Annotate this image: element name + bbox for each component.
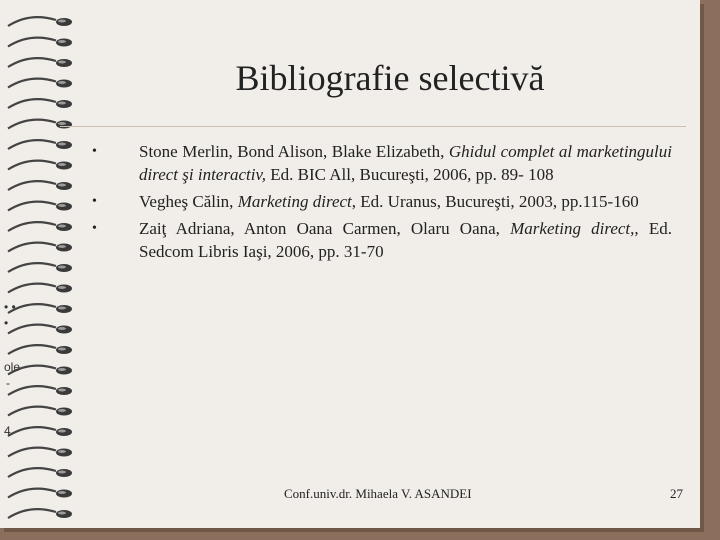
item-details: , Ed. Sedcom Libris Iaşi, 2006, pp. 31-70 [139, 219, 672, 261]
page-number: 27 [670, 486, 683, 501]
spiral-ring [8, 17, 72, 26]
item-authors: Vegheş Călin, [139, 192, 238, 211]
item-authors: Zaiţ Adriana, Anton Oana Carmen, Olaru Oana, [139, 219, 511, 238]
spiral-ring [8, 120, 72, 129]
title-divider [60, 126, 686, 127]
bullet-icon: • [92, 221, 97, 236]
bibliography-item [92, 217, 672, 263]
spiral-ring [8, 407, 72, 416]
item-authors: Stone Merlin, Bond Alison, Blake Elizabeth, [139, 142, 449, 161]
bibliography-item [92, 190, 672, 213]
spiral-ring [8, 140, 72, 149]
spiral-ring [8, 325, 72, 334]
spiral-ring [8, 161, 72, 170]
spiral-ring [8, 222, 72, 231]
footer-author: Conf.univ.dr. Mihaela V. ASANDEI [284, 486, 472, 501]
spiral-ring [8, 202, 72, 211]
spiral-ring [8, 99, 72, 108]
stray-number: 4 [4, 424, 11, 438]
stray-dash: - [6, 376, 10, 390]
spiral-ring [8, 58, 72, 67]
spiral-ring [8, 284, 72, 293]
item-title: Marketing direct, [510, 219, 635, 238]
spiral-ring [8, 448, 72, 457]
spiral-ring [8, 345, 72, 354]
spiral-ring [8, 489, 72, 498]
spiral-ring [8, 79, 72, 88]
spiral-ring [8, 304, 72, 313]
bibliography-item [92, 140, 672, 186]
item-details: Ed. BIC All, Bucureşti, 2006, pp. 89- 108 [266, 165, 554, 184]
spiral-ring [8, 243, 72, 252]
spiral-ring [8, 427, 72, 436]
spiral-ring [8, 386, 72, 395]
item-details: , Ed. Uranus, Bucureşti, 2003, pp.115-160 [351, 192, 639, 211]
item-title: Ghidul complet al marketingului direct şi interactiv, [139, 142, 673, 184]
spiral-ring [8, 263, 72, 272]
spiral-ring [8, 509, 72, 518]
spiral-binding-icon [0, 0, 90, 528]
spiral-ring [8, 468, 72, 477]
bibliography-list [92, 140, 672, 267]
slide-title: Bibliografie selectivă [235, 58, 545, 98]
spiral-ring [8, 38, 72, 47]
bullet-icon: • [92, 144, 97, 159]
item-title: Marketing direct [237, 192, 352, 211]
stray-text: ole [4, 360, 21, 374]
bullet-icon: • [92, 194, 97, 209]
stray-bullet: • [4, 316, 9, 330]
stray-bullets: • • [4, 300, 16, 314]
spiral-ring [8, 181, 72, 190]
